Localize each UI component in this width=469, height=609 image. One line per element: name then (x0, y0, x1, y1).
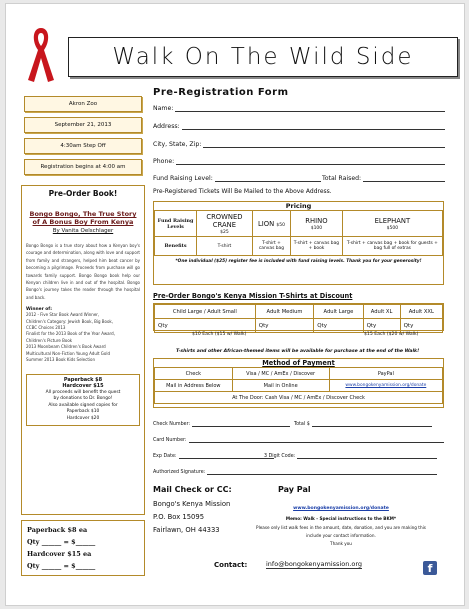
address-label: Address: (153, 123, 180, 130)
book-note-line: Also available signed copies for (48, 402, 118, 408)
payment-box (153, 358, 444, 408)
total-raised-field[interactable] (322, 175, 445, 182)
phone-label: Phone: (153, 158, 175, 165)
benefit-cell: T-shirt + canvas bag + book for guests + bag full of extras (342, 237, 442, 256)
tier-crowned-crane (197, 211, 253, 237)
award-line: Multicultural Non-Fiction Young Adult Gold (26, 350, 111, 356)
address-field[interactable] (153, 123, 445, 130)
payment-mail-address: Mail in Address Below (155, 380, 233, 392)
payment-check[interactable]: Check (155, 368, 233, 380)
payment-table (154, 367, 443, 404)
digit-code-line[interactable] (297, 453, 437, 459)
book-title: Bongo Bongo, The True Story of A Bonus Boy From Kenya (29, 210, 137, 226)
book-note-line: Hardcover $20 (66, 416, 100, 422)
contact-email[interactable]: info@bongokenyamission.org (266, 560, 363, 568)
size-cell: Adult Large (314, 305, 363, 319)
pricing-table (154, 210, 443, 256)
award-line: 2012 - Five Star Book Award Winner, (26, 312, 100, 318)
card-number-field[interactable] (153, 437, 444, 443)
award-line: Summer 2013 Book Kids Selection (26, 357, 95, 363)
benefit-cell: T-shirt (197, 237, 253, 256)
name-label: Name: (153, 105, 174, 112)
award-line: CCBC Choices 2013 (26, 325, 66, 331)
facebook-icon[interactable]: f (423, 561, 437, 575)
mailed-note: Pre-Registered Tickets Will Be Mailed to the Above Address. (153, 188, 332, 195)
exp-date-line[interactable] (179, 453, 274, 459)
qty-cell[interactable]: Qty (363, 319, 400, 333)
tier-elephant (342, 211, 442, 237)
city-label: City, State, Zip: (153, 141, 202, 148)
qty-cell[interactable]: Qty (155, 319, 256, 333)
book-heading: Pre-Order Book! (48, 189, 118, 198)
paypal-link[interactable]: www.bongokenyamission.org/donate (293, 506, 389, 511)
total-raised-input-line[interactable] (363, 175, 445, 182)
mail-address-line: P.O. Box 15095 (153, 513, 205, 521)
levels-label: Fund Raising Levels (155, 211, 197, 237)
address-input-line[interactable] (182, 123, 445, 130)
signature-line[interactable] (207, 469, 437, 475)
registration-flyer (5, 3, 465, 606)
paypal-note-line: Thank you (330, 541, 352, 546)
total-line[interactable] (312, 421, 432, 427)
book-preorder-panel (21, 185, 145, 515)
paperback-label: Paperback $8 ea (27, 526, 88, 534)
signature-label: Authorized Signature: (153, 470, 206, 475)
book-note-line: by donations to Dr. Bongo! (53, 396, 113, 402)
tier-name: ELEPHANT (374, 216, 411, 225)
size-cell: Adult Medium (255, 305, 314, 319)
size-cell: Child Large / Adult Small (155, 305, 256, 319)
mail-address-line: Fairlawn, OH 44333 (153, 526, 220, 534)
exp-date-field[interactable] (153, 453, 274, 459)
contact-heading: Contact: (214, 561, 248, 569)
tier-price: $100 (310, 225, 323, 231)
phone-input-line[interactable] (176, 158, 445, 165)
tier-lion (252, 211, 290, 237)
award-line: Finalist for the 2013 Book of the Year Award, (26, 331, 115, 337)
awareness-ribbon-icon (24, 24, 58, 84)
payment-paypal[interactable]: PayPal (329, 368, 442, 380)
pricing-box (153, 201, 444, 285)
tier-name: LION (257, 219, 275, 228)
event-title: Walk On The Wild Side (112, 44, 414, 70)
mail-heading: Mail Check or CC: (153, 485, 232, 494)
event-location: Akron Zoo (24, 96, 142, 112)
name-field[interactable] (153, 105, 445, 112)
tier-price: $25 (220, 229, 229, 235)
tshirt-price-large: $15 Each ($20 w/ Walk) (364, 332, 419, 337)
paperback-qty-field[interactable]: Qty ______ = $______ (27, 538, 96, 546)
book-note-line: Paperback $10 (66, 409, 100, 415)
fund-level-input-line[interactable] (215, 175, 321, 182)
tshirt-note: T-shirts and other African-themed items will be available for purchase at the end of the Walk! (176, 349, 420, 354)
city-field[interactable] (153, 141, 445, 148)
qty-cell[interactable]: Qty (255, 319, 314, 333)
tier-name: CROWNED CRANE (206, 212, 243, 229)
card-number-label: Card Number: (153, 438, 187, 443)
hardcover-qty-field[interactable]: Qty ______ = $______ (27, 562, 96, 570)
event-title-box (68, 37, 458, 77)
fund-level-label: Fund Raising Level: (153, 175, 213, 182)
paypal-heading: Pay Pal (278, 485, 311, 494)
award-line: 2013 Moonbeam Children's Book Award (26, 344, 106, 350)
check-number-field[interactable] (153, 421, 290, 427)
benefits-label: Benefits (155, 237, 197, 256)
payment-at-door: At The Door: Cash Visa / MC / AmEx / Discover Check (155, 392, 443, 404)
tshirt-price-small: $10 Each ($15 w/ Walk) (192, 332, 247, 337)
book-description: Bongo Bongo is a true story about how a Kenyan boy's courage and determination, along with love and support from family and strangers, helped him beat cancer by becoming a pilgrimage. Proceeds from purchase will go towards family support. Bongo Bongo book help our Kenyan children live in and out of the hospital. Bongo Bongo's journey takes the reader through the hospital and back. (26, 243, 140, 300)
total-label: Total $ (294, 422, 310, 427)
payment-mail-online: Mail in Online (232, 380, 329, 392)
book-note-line: All proceeds will benefit the quest (45, 389, 121, 395)
tier-rhino (291, 211, 343, 237)
total-field[interactable] (294, 421, 432, 427)
event-date: September 21, 2013 (24, 117, 142, 133)
check-number-label: Check Number: (153, 422, 191, 427)
qty-cell[interactable]: Qty (314, 319, 363, 333)
paypal-note-line: include your contact information. (306, 533, 376, 538)
benefit-cell: T-shirt + canvas bag (252, 237, 290, 256)
book-quantity-box (21, 520, 145, 576)
tier-name: RHINO (305, 216, 328, 225)
card-number-line[interactable] (189, 437, 444, 443)
award-line: Children's Category: Jewish Book, Big Book, (26, 318, 114, 324)
book-author: By Vanita Oelschlager (52, 228, 114, 234)
book-hardcover-price: Hardcover $15 (62, 383, 104, 390)
digit-code-field[interactable] (264, 453, 437, 459)
size-cell: Adult XXL (400, 305, 442, 319)
tier-price: $50 (276, 222, 285, 228)
phone-field[interactable] (153, 158, 445, 165)
donate-link[interactable]: www.bongokenyamission.org/donate (329, 380, 442, 392)
check-number-line[interactable] (192, 421, 290, 427)
pricing-heading: Pricing (285, 202, 312, 210)
mail-address-line: Bongo's Kenya Mission (153, 500, 231, 508)
digit-code-label: 3 Digit Code: (264, 454, 296, 459)
book-price-box (26, 374, 140, 426)
pricing-note: *One individual ($25) register fee is included with fund raising levels. Thank you for your generosity! (175, 259, 422, 264)
name-input-line[interactable] (175, 105, 445, 112)
city-input-line[interactable] (203, 141, 445, 148)
award-line: Children's Picture Book (26, 337, 73, 343)
size-cell: Adult XL (363, 305, 400, 319)
form-title: Pre-Registration Form (153, 87, 289, 98)
awards-heading: Winner of: (26, 307, 52, 313)
tshirt-table-box (153, 303, 444, 331)
benefit-cell: T-shirt + canvas bag + book (291, 237, 343, 256)
qty-cell[interactable]: Qty (400, 319, 442, 333)
event-time: 4:30am Step Off (24, 138, 142, 154)
event-registration: Registration begins at 4:00 am (24, 159, 142, 175)
hardcover-label: Hardcover $15 ea (27, 550, 92, 558)
book-paperback-price: Paperback $8 (63, 376, 103, 383)
tier-price: $500 (386, 225, 399, 231)
tshirt-table (154, 304, 443, 333)
payment-card[interactable]: Visa / MC / AmEx / Discover (232, 368, 329, 380)
exp-date-label: Exp Date: (153, 454, 177, 459)
fund-level-field[interactable] (153, 175, 321, 182)
signature-field[interactable] (153, 469, 437, 475)
tshirt-heading: Pre-Order Bongo's Kenya Mission T-Shirts at Discount (153, 292, 353, 300)
paypal-memo: Memo: Walk - Special instructions to the BKM* (285, 516, 397, 521)
payment-heading: Method of Payment (262, 359, 335, 367)
total-raised-label: Total Raised: (322, 175, 362, 182)
paypal-note-line: Please only list walk fees in the amount, date, donation, and you are making this (256, 525, 426, 530)
